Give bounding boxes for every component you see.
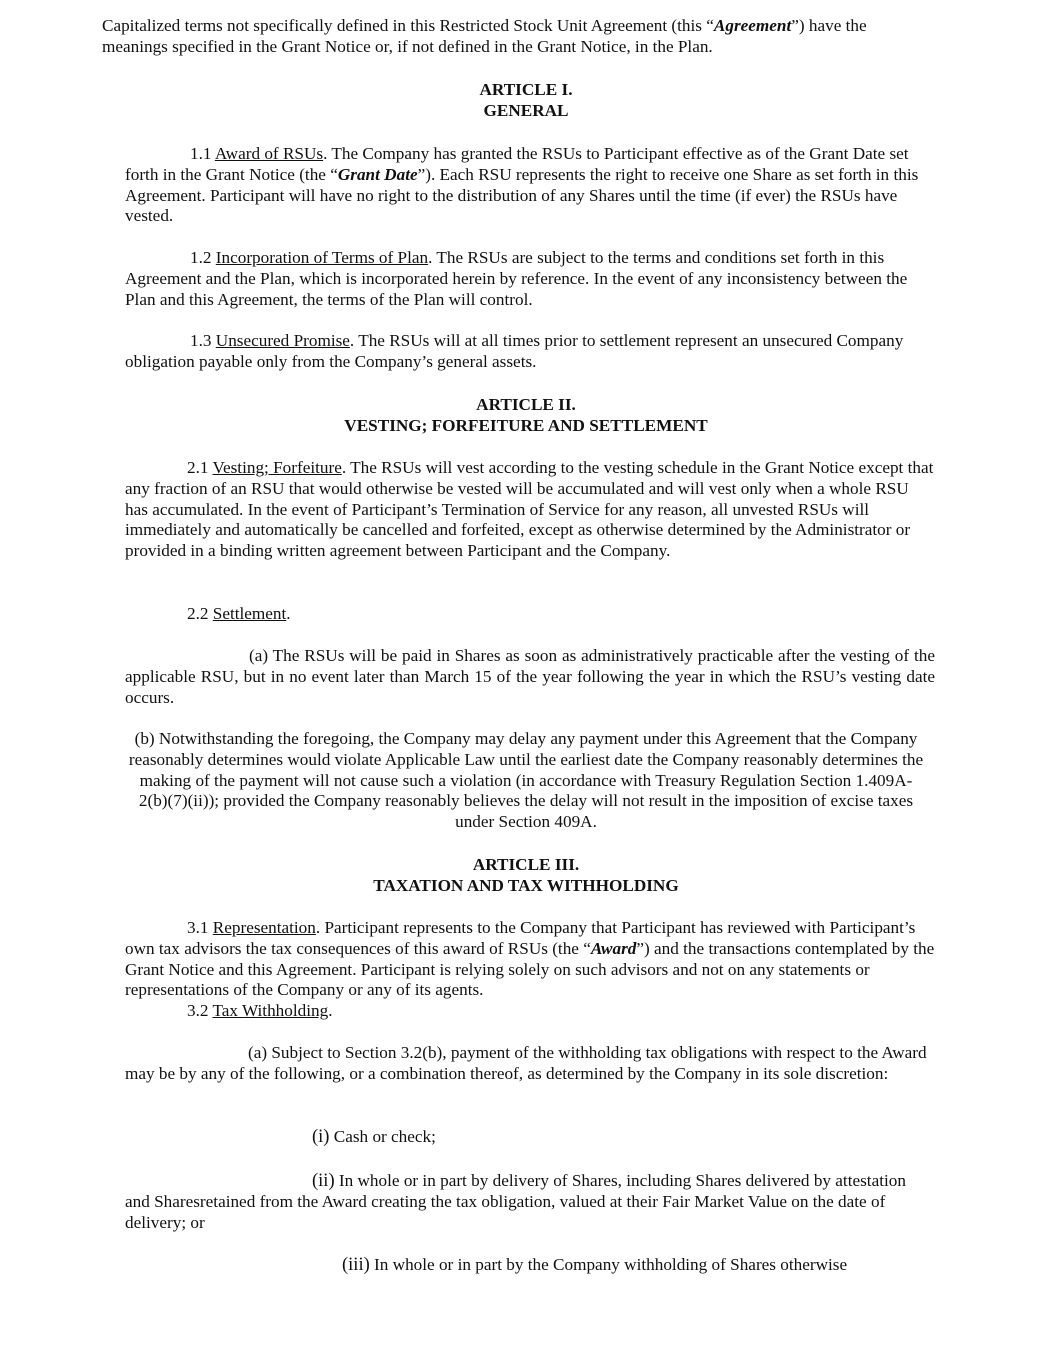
item-number: (ii) (312, 1171, 335, 1191)
section-heading: Unsecured Promise (215, 331, 350, 350)
section-text: . The RSUs are subject to the terms and conditions set forth in this Agreement and the Plan, which is incorporated herein by reference. In the event of any inconsistency between the Plan and this Agreement, the terms of the Plan will control. (125, 248, 908, 309)
section-number: 3.1 (187, 918, 209, 937)
defined-term-agreement: Agreement (713, 16, 792, 35)
defined-term-award: Award (590, 938, 637, 958)
section-3-2 (125, 1001, 935, 1022)
section-heading: Representation (212, 918, 316, 937)
intro-text-1: Capitalized terms not specifically defined in this Restricted Stock Unit Agreement (this “ (102, 16, 714, 35)
section-text: . (328, 1001, 333, 1020)
section-heading: Vesting; Forfeiture (212, 458, 342, 477)
section-text: . Participant represents to the Company that Participant has reviewed with Participant’s own tax advisors the tax consequences of this award of RSUs (the “ (125, 918, 916, 958)
item-text: In whole or in part by delivery of Shares, including Shares delivered by attestation and Sharesretained from the Award creating the tax obligation, valued at their Fair Market Value on the date of delivery; or (125, 1171, 906, 1232)
section-number: 2.2 (187, 604, 209, 623)
article-1-subtitle: GENERAL (483, 100, 569, 120)
section-number: 1.3 (190, 331, 212, 350)
section-1-3 (125, 331, 935, 373)
section-2-2-a (125, 646, 935, 708)
article-2-title: ARTICLE II. (476, 395, 576, 414)
section-number: 1.2 (190, 248, 212, 267)
item-number: (iii) (342, 1255, 370, 1275)
section-2-2 (125, 604, 935, 625)
section-heading: Incorporation of Terms of Plan (215, 248, 429, 267)
section-2-2-b (128, 729, 924, 833)
article-1-title: ARTICLE I. (479, 80, 573, 99)
section-heading: Settlement (212, 604, 287, 623)
article-2-subtitle: VESTING; FORFEITURE AND SETTLEMENT (344, 415, 708, 435)
section-3-2-a (125, 1043, 935, 1085)
section-text: ”). Each RSU represents the right to receive one Share as set forth in this Agreement. Participant will have no right to the distribution of any Shares until the time (if ever) the RSUs have vested. (125, 164, 919, 226)
item-ii (125, 1171, 935, 1233)
article-1-heading (125, 80, 927, 122)
item-number: (i) (312, 1127, 330, 1147)
section-text: . The Company has granted the RSUs to Participant effective as of the Grant Date set forth in the Grant Notice (the “ (125, 144, 909, 184)
section-number: 2.1 (187, 458, 209, 477)
section-1-1 (125, 144, 935, 227)
intro-paragraph (102, 16, 932, 58)
subsection-text: (b) Notwithstanding the foregoing, the Company may delay any payment under this Agreement that the Company reasonably determines would violate Applicable Law until the earliest date the Company reasonably determines the making of the payment will not cause such a violation (in accordance with Treasury Regulation Section 1.409A-2(b)(7)(ii)); provided the Company reasonably believes the delay will not result in the imposition of excise taxes under Section 409A. (128, 729, 924, 832)
section-text: . The RSUs will vest according to the vesting schedule in the Grant Notice except that any fraction of an RSU that would otherwise be vested will be accumulated and will vest only when a whole RSU has accumulated. In the event of Participant’s Termination of Service for any reason, all unvested RSUs will immediately and automatically be cancelled and forfeited, except as otherwise determined by the Administrator or provided in a binding written agreement between Participant and the Company. (125, 458, 934, 561)
section-text: . The RSUs will at all times prior to settlement represent an unsecured Company obligation payable only from the Company’s general assets. (125, 331, 904, 371)
defined-term-grant-date: Grant Date (337, 164, 418, 184)
section-text: ”) and the transactions contemplated by the Grant Notice and this Agreement. Participant is relying solely on such advisors and not on any statements or representations of the Company or any of its agents. (125, 938, 935, 1000)
section-heading: Tax Withholding (212, 1001, 329, 1020)
section-3-1 (125, 918, 935, 1001)
article-2-heading (125, 395, 927, 437)
item-text: Cash or check; (333, 1127, 436, 1146)
item-i (312, 1127, 912, 1148)
article-3-subtitle: TAXATION AND TAX WITHHOLDING (373, 875, 679, 895)
article-3-title: ARTICLE III. (472, 855, 580, 874)
item-iii (342, 1255, 942, 1276)
subsection-text: (a) The RSUs will be paid in Shares as soon as administratively practicable after the vesting of the applicable RSU, but in no event later than March 15 of the year following the year in which the RSU’s vesting date occurs. (125, 646, 935, 707)
section-text: . (286, 604, 291, 623)
intro-text-2: ”) have the meanings specified in the Grant Notice or, if not defined in the Grant Notice, in the Plan. (102, 16, 867, 56)
section-number: 3.2 (187, 1001, 209, 1020)
article-3-heading (125, 855, 927, 897)
section-number: 1.1 (190, 144, 212, 163)
section-1-2 (125, 248, 935, 310)
section-2-1 (125, 458, 935, 562)
item-text: In whole or in part by the Company withholding of Shares otherwise (374, 1255, 848, 1274)
section-heading: Award of RSUs (214, 144, 324, 163)
subsection-text: (a) Subject to Section 3.2(b), payment of the withholding tax obligations with respect to the Award may be by any of the following, or a combination thereof, as determined by the Company in its sole discretion: (125, 1043, 927, 1083)
